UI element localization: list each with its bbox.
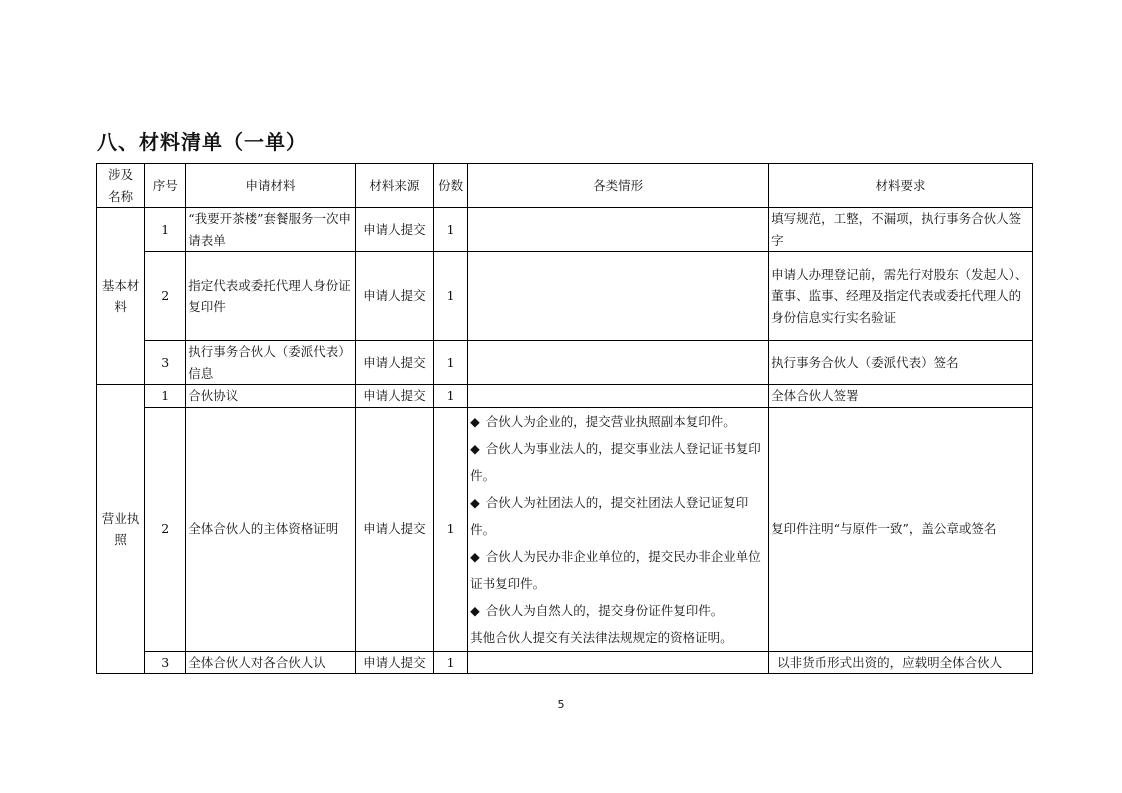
row-situations: [468, 341, 769, 385]
header-no: 序号: [145, 164, 186, 208]
diamond-bullet-icon: ◆: [470, 440, 480, 456]
row-requirements: 全体合伙人签署: [769, 385, 1033, 408]
table-row: [97, 252, 1033, 341]
row-situations: [468, 651, 769, 674]
situation-text: 合伙人为事业法人的，提交事业法人登记证书复印件。: [470, 440, 761, 483]
header-material: 申请材料: [186, 164, 356, 208]
header-category: 涉及名称: [97, 164, 145, 208]
table-row: [97, 407, 1033, 651]
row-requirements: 复印件注明“与原件一致”，盖公章或签名: [769, 407, 1033, 651]
row-source: 申请人提交: [355, 385, 433, 408]
header-situations: 各类情形: [468, 164, 769, 208]
row-material: 全体合伙人对各合伙人认: [186, 651, 356, 674]
row-material: 指定代表或委托代理人身份证复印件: [186, 252, 356, 341]
row-requirements: 以非货币形式出资的，应载明全体合伙人: [769, 651, 1033, 674]
header-source: 材料来源: [355, 164, 433, 208]
table-row: [97, 651, 1033, 674]
row-situations: [468, 252, 769, 341]
row-situations: [468, 407, 769, 651]
diamond-bullet-icon: ◆: [470, 602, 480, 618]
situation-text: 合伙人为社团法人的，提交社团法人登记证复印件。: [470, 494, 749, 537]
situation-text: 合伙人为民办非企业单位的，提交民办非企业单位证书复印件。: [470, 548, 761, 591]
row-material: “我要开茶楼”套餐服务一次申请表单: [186, 208, 356, 252]
row-requirements: 申请人办理登记前，需先行对股东（发起人）、董事、监事、经理及指定代表或委托代理人的身份信息实行实名验证: [769, 252, 1033, 341]
situation-item: [470, 435, 766, 489]
situation-item: [470, 408, 766, 435]
row-source: 申请人提交: [355, 407, 433, 651]
situation-item: [470, 489, 766, 543]
materials-table: [96, 163, 1033, 674]
row-copies: 1: [434, 385, 468, 408]
row-no: 2: [145, 407, 186, 651]
situation-text: 合伙人为企业的，提交营业执照副本复印件。: [485, 413, 736, 429]
row-no: 2: [145, 252, 186, 341]
diamond-bullet-icon: ◆: [470, 413, 480, 429]
row-copies: 1: [434, 208, 468, 252]
row-material: 执行事务合伙人（委派代表）信息: [186, 341, 356, 385]
situation-note: 其他合伙人提交有关法律法规规定的资格证明。: [470, 629, 733, 645]
category-cell: 营业执照: [97, 385, 145, 674]
row-source: 申请人提交: [355, 651, 433, 674]
table-row: [97, 208, 1033, 252]
page-number: 5: [557, 698, 565, 711]
row-source: 申请人提交: [355, 341, 433, 385]
row-no: 3: [145, 651, 186, 674]
row-copies: 1: [434, 651, 468, 674]
situation-item: [470, 543, 766, 597]
table-header-row: [97, 164, 1033, 208]
row-no: 1: [145, 385, 186, 408]
situation-item: [470, 597, 766, 624]
row-requirements: 执行事务合伙人（委派代表）签名: [769, 341, 1033, 385]
row-situations: [468, 208, 769, 252]
row-no: 1: [145, 208, 186, 252]
row-material: 合伙协议: [186, 385, 356, 408]
row-situations: [468, 385, 769, 408]
header-requirements: 材料要求: [769, 164, 1033, 208]
diamond-bullet-icon: ◆: [470, 548, 480, 564]
header-copies: 份数: [434, 164, 468, 208]
row-copies: 1: [434, 252, 468, 341]
table-row: [97, 385, 1033, 408]
section-heading: 八、材料清单（一单）: [97, 130, 307, 154]
row-source: 申请人提交: [355, 208, 433, 252]
row-copies: 1: [434, 407, 468, 651]
row-material: 全体合伙人的主体资格证明: [186, 407, 356, 651]
category-cell: 基本材料: [97, 208, 145, 385]
row-no: 3: [145, 341, 186, 385]
diamond-bullet-icon: ◆: [470, 494, 480, 510]
row-copies: 1: [434, 341, 468, 385]
row-source: 申请人提交: [355, 252, 433, 341]
row-requirements: 填写规范，工整，不漏项，执行事务合伙人签字: [769, 208, 1033, 252]
table-row: [97, 341, 1033, 385]
situation-text: 合伙人为自然人的，提交身份证件复印件。: [485, 602, 724, 618]
